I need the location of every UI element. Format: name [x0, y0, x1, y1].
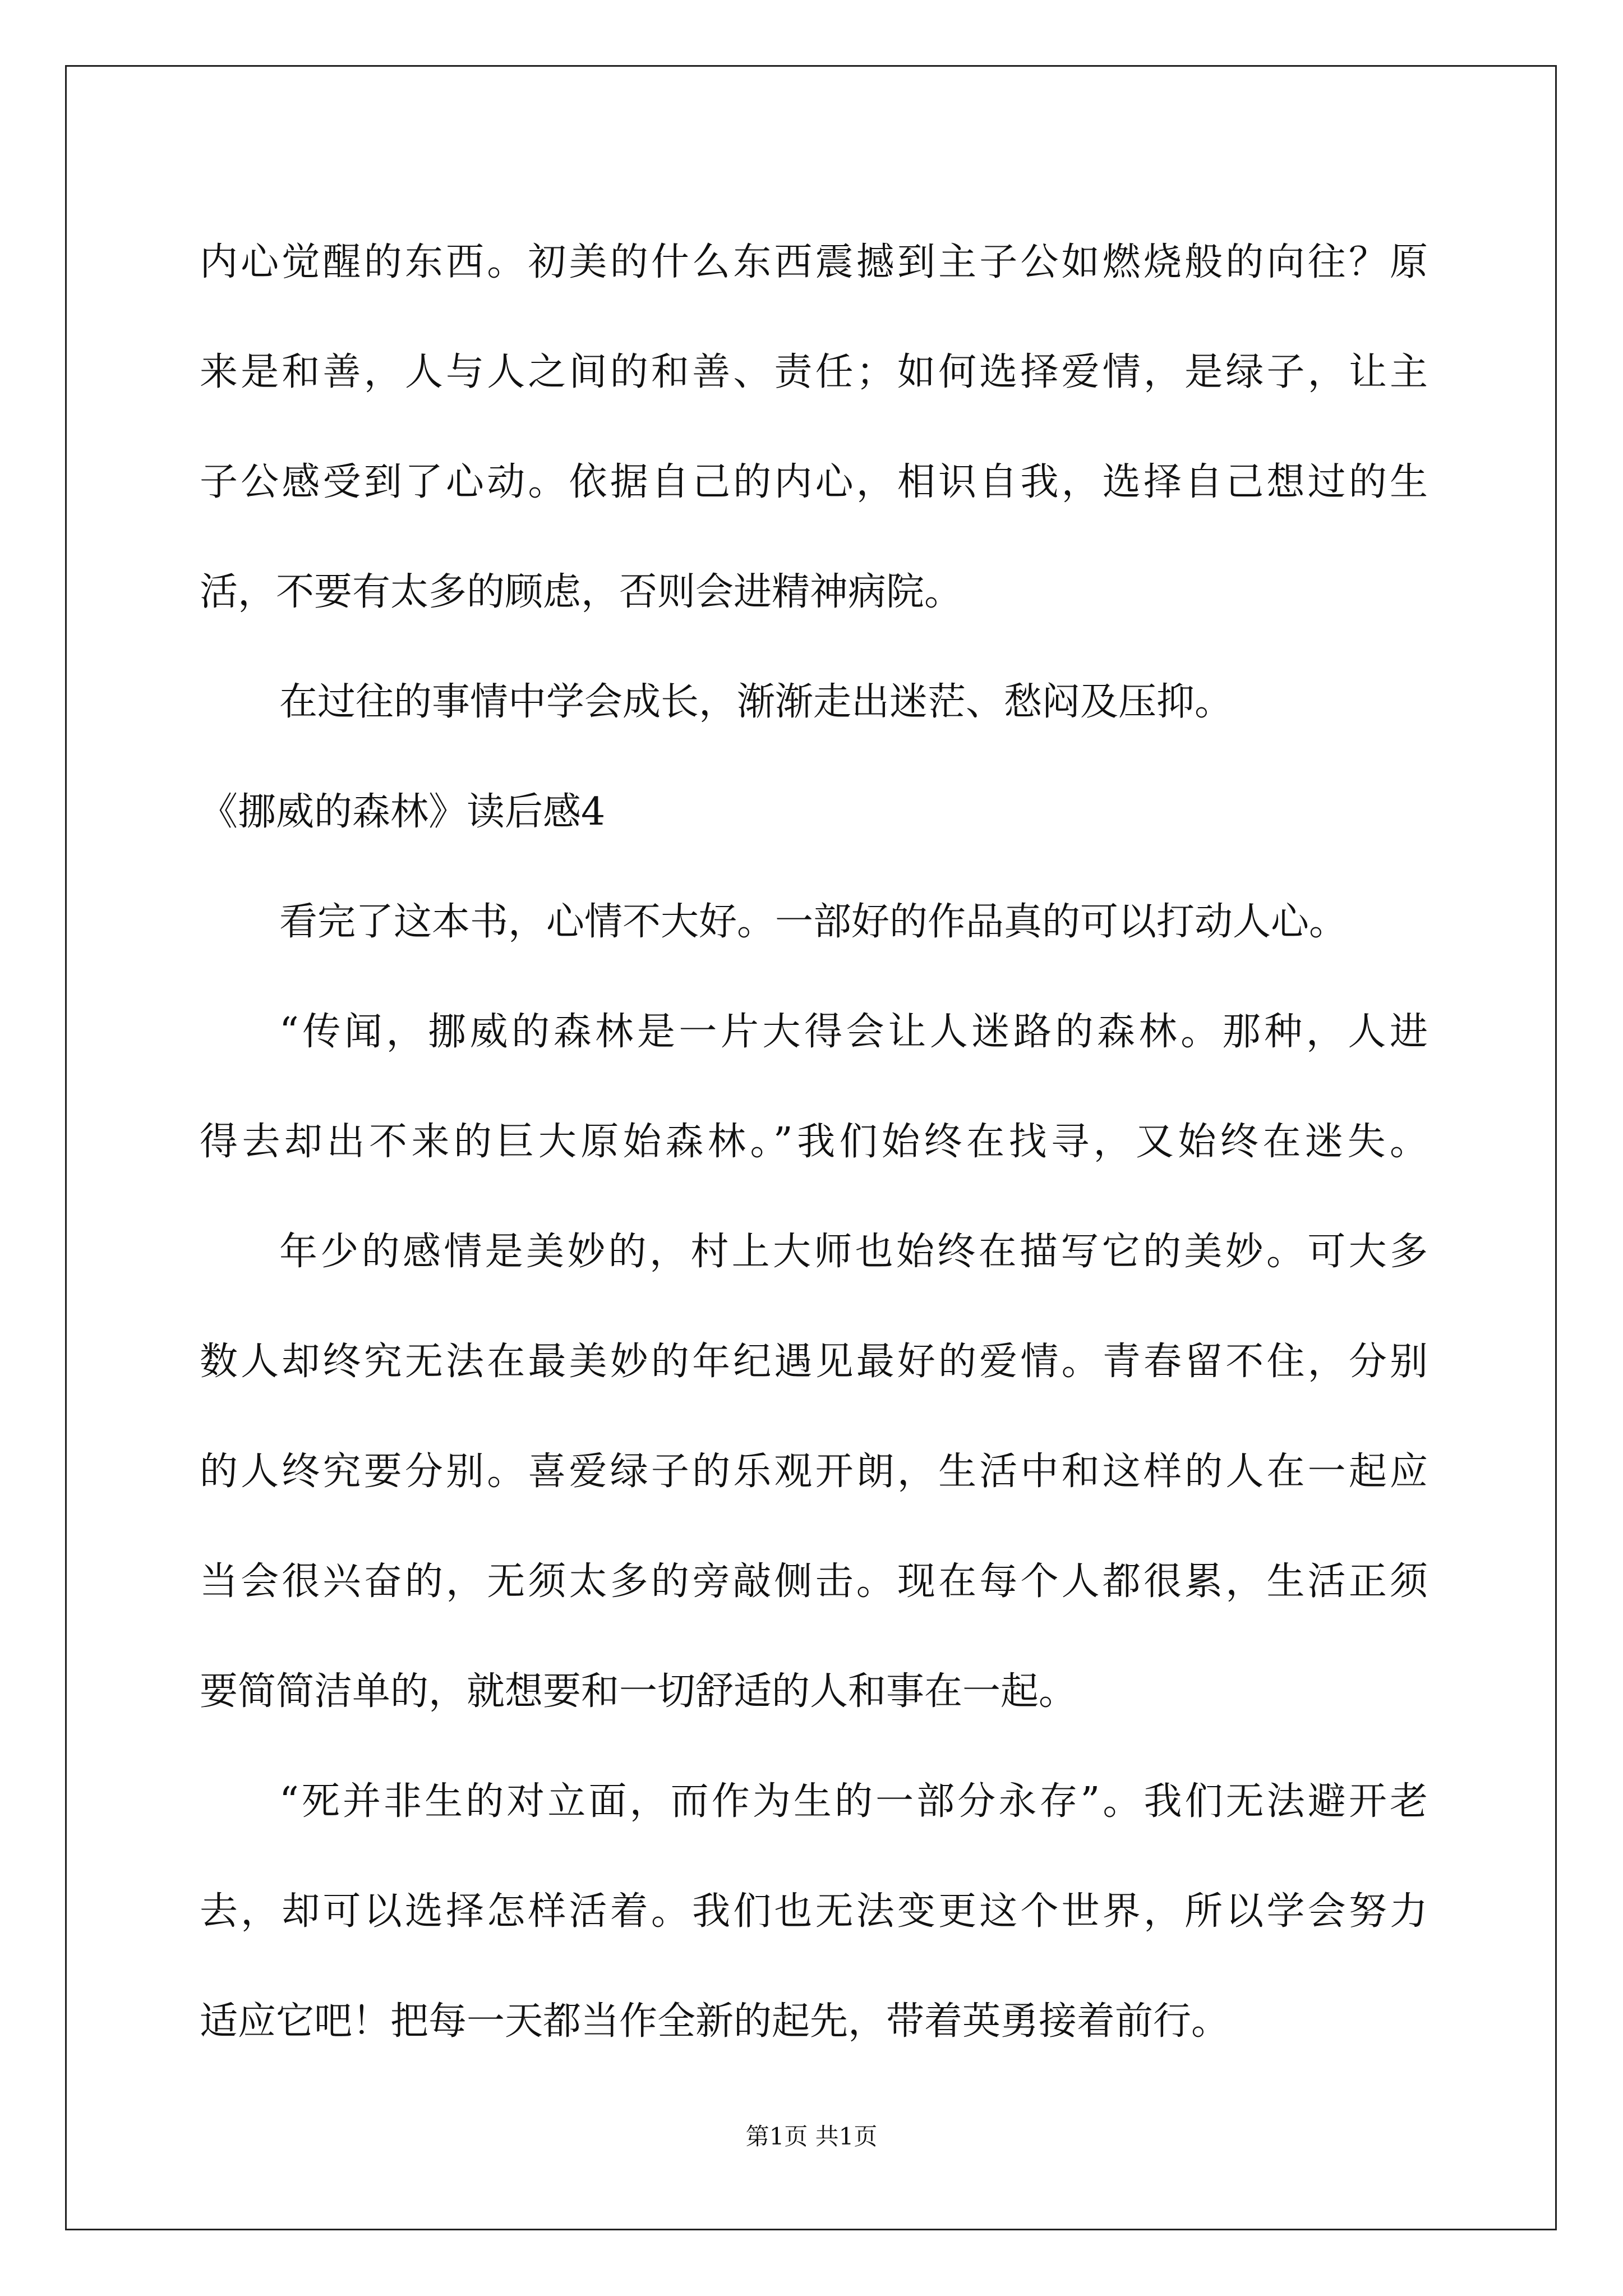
text-line: 的人终究要分别。喜爱绿子的乐观开朗，生活中和这样的人在一起应: [200, 1450, 1428, 1494]
text-line: “传闻，挪威的森林是一片大得会让人迷路的森林。那种，人进: [279, 1010, 1428, 1054]
text-line: 得去却出不来的巨大原始森林。”我们始终在找寻，又始终在迷失。: [200, 1120, 1428, 1164]
section-heading: 《挪威的森林》读后感4: [200, 790, 606, 834]
text-line: “死并非生的对立面，而作为生的一部分永存”。我们无法避开老: [279, 1779, 1428, 1824]
text-line: 年少的感情是美妙的，村上大师也始终在描写它的美妙。可大多: [279, 1230, 1428, 1274]
text-line: 在过往的事情中学会成长，渐渐走出迷茫、愁闷及压抑。: [279, 680, 1233, 724]
text-line: 要简简洁单的，就想要和一切舒适的人和事在一起。: [200, 1669, 1077, 1714]
text-line: 当会很兴奋的，无须太多的旁敲侧击。现在每个人都很累，生活正须: [200, 1559, 1428, 1604]
document-body: [200, 208, 1428, 2077]
text-line: 看完了这本书，心情不大好。一部好的作品真的可以打动人心。: [279, 900, 1348, 944]
page-number-footer: 第1页 共1页: [745, 2123, 878, 2150]
text-line: 去，却可以选择怎样活着。我们也无法变更这个世界，所以学会努力: [200, 1889, 1428, 1934]
text-line: 内心觉醒的东西。初美的什么东西震撼到主子公如燃烧般的向往？原: [200, 240, 1428, 284]
text-line: 适应它吧！把每一天都当作全新的起先，带着英勇接着前行。: [200, 1999, 1230, 2044]
text-line: 活，不要有太多的顾虑，否则会进精神病院。: [200, 570, 963, 614]
text-line: 来是和善，人与人之间的和善、责任；如何选择爱情，是绿子，让主: [200, 350, 1428, 394]
text-line: 数人却终究无法在最美妙的年纪遇见最好的爱情。青春留不住，分别: [200, 1340, 1428, 1384]
text-line: 子公感受到了心动。依据自己的内心，相识自我，选择自己想过的生: [200, 460, 1428, 504]
